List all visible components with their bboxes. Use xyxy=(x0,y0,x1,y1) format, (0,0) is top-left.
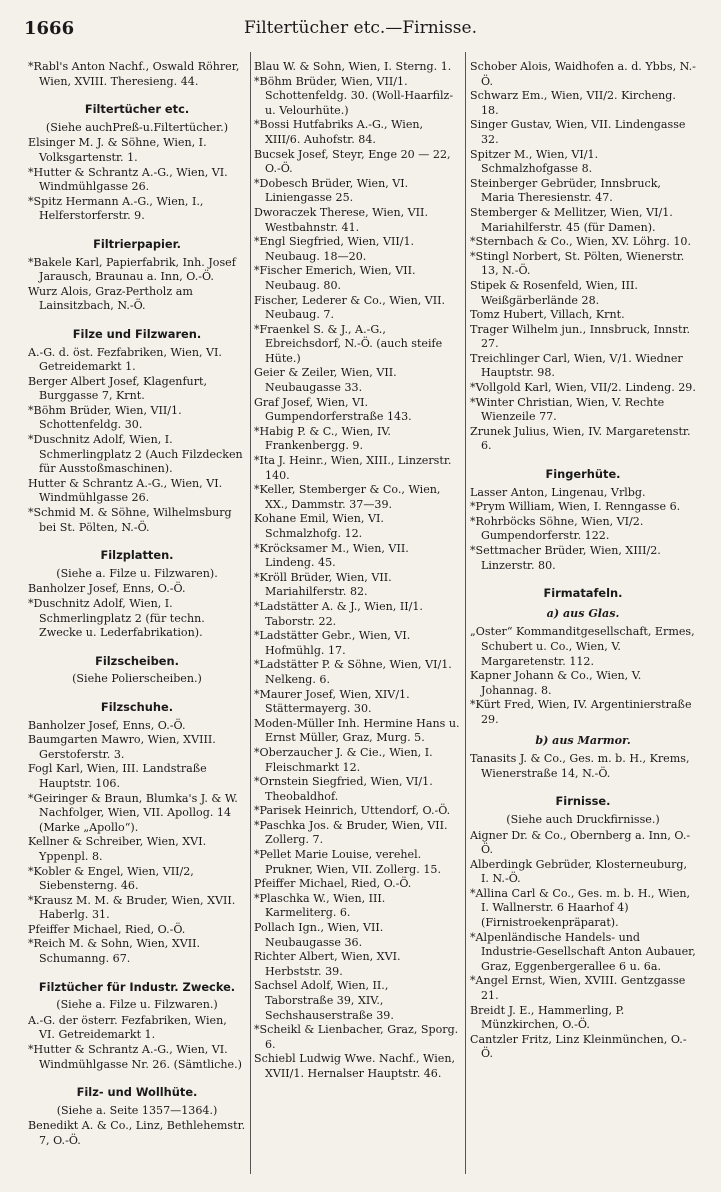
directory-entry: *Ladstätter A. & J., Wien, II/1. Taborstr. 22. xyxy=(254,599,423,628)
column-2 xyxy=(254,60,460,1180)
directory-entry: *Alpenländische Handels- und Industrie-Gesellschaft Anton Aubauer, Graz, Eggenbergerallee 6 u. 6a. xyxy=(470,930,696,973)
directory-entry: *Vollgold Karl, Wien, VII/2. Lindeng. 29. xyxy=(470,381,696,395)
directory-entry: Dworaczek Therese, Wien, VII. Westbahnstr. 41. xyxy=(254,205,428,234)
directory-entry: *Rohrböcks Söhne, Wien, VI/2. Gumpendorferstr. 122. xyxy=(470,514,644,543)
directory-entry: Spitzer M., Wien, VI/1. Schmalzhofgasse 8. xyxy=(470,147,599,176)
directory-entry: *Engl Siegfried, Wien, VII/1. Neubaug. 18—20. xyxy=(254,235,415,263)
directory-entry: Graf Josef, Wien, VI. Gumpendorferstraße 143. xyxy=(254,395,412,424)
directory-entry: Sachsel Adolf, Wien, II., Taborstraße 39, XIV., Sechshauserstraße 39. xyxy=(254,979,394,1022)
section-heading: Filztücher für Industr. Zwecke. xyxy=(38,979,236,994)
directory-entry: Berger Albert Josef, Klagenfurt, Burggasse 7, Krnt. xyxy=(28,374,207,403)
cross-reference-note: (Siehe a. Filze u. Filzwaren). xyxy=(56,566,218,580)
directory-entry: Tanasits J. & Co., Ges. m. b. H., Krems, Wienerstraße 14, N.-Ö. xyxy=(470,752,690,780)
directory-entry: *Ita J. Heinr., Wien, XIII., Linzerstr. 140. xyxy=(254,454,452,482)
directory-entry: *Kröcksamer M., Wien, VII. Lindeng. 45. xyxy=(254,541,409,570)
directory-entry: Treichlinger Carl, Wien, V/1. Wiedner Hauptstr. 98. xyxy=(470,351,683,380)
directory-entry: *Spitz Hermann A.-G., Wien, I., Helferstorferstr. 9. xyxy=(28,194,204,223)
directory-entry: Benedikt A. & Co., Linz, Bethlehemstr. 7, O.-Ö. xyxy=(28,1119,246,1147)
section-heading: Firmatafeln. xyxy=(543,586,623,601)
directory-entry: *Allina Carl & Co., Ges. m. b. H., Wien, I. Wallnerstr. 6 Haarhof 4) (Firnistroekenpräparat). xyxy=(470,886,691,930)
directory-entry: Schober Alois, Waidhofen a. d. Ybbs, N.-Ö. xyxy=(470,60,696,88)
directory-entry: *Kürt Fred, Wien, IV. Argentinierstraße 29. xyxy=(470,698,692,726)
cross-reference-note: (Siehe auchPreß-u.Filtertücher.) xyxy=(45,120,229,134)
directory-entry: *Duschnitz Adolf, Wien, I. Schmerlingplatz 2 (Auch Filzdecken für Ausstoßmaschinen). xyxy=(28,433,243,476)
directory-entry: *Maurer Josef, Wien, XIV/1. Stättermayerg. 30. xyxy=(254,687,410,716)
directory-entry: *Prym William, Wien, I. Renngasse 6. xyxy=(470,500,681,514)
directory-entry: Stemberger & Mellitzer, Wien, VI/1. Mariahilferstr. 45 (für Damen). xyxy=(470,205,673,234)
column-1 xyxy=(28,60,246,1180)
directory-entry: *Schmid M. & Söhne, Wilhelmsburg bei St. Pölten, N.-Ö. xyxy=(28,506,232,534)
directory-entry: *Hutter & Schrantz A.-G., Wien, VI. Windmühlgasse 26. xyxy=(28,165,228,194)
directory-entry: Steinberger Gebrüder, Innsbruck, Maria Theresienstr. 47. xyxy=(470,176,661,205)
section-heading: Filze und Filzwaren. xyxy=(72,326,202,341)
section-heading: Firnisse. xyxy=(555,794,611,809)
directory-entry: *Ladstätter Gebr., Wien, VI. Hofmühlg. 17. xyxy=(254,629,411,657)
directory-entry: Singer Gustav, Wien, VII. Lindengasse 32. xyxy=(470,118,686,146)
directory-entry: Stipek & Rosenfeld, Wien, III. Weißgärberlände 28. xyxy=(470,278,638,307)
directory-entry: *Reich M. & Sohn, Wien, XVII. Schumanng. 67. xyxy=(28,937,201,966)
directory-entry: *Rabl's Anton Nachf., Oswald Röhrer, Wien, XVIII. Theresieng. 44. xyxy=(28,60,240,88)
directory-entry: Trager Wilhelm jun., Innsbruck, Innstr. 27. xyxy=(470,322,691,351)
directory-entry: Richter Albert, Wien, XVI. Herbststr. 39. xyxy=(254,950,401,978)
page-number: 1666 xyxy=(24,18,75,39)
directory-entry: *Plaschka W., Wien, III. Karmeliterg. 6. xyxy=(254,891,386,920)
cross-reference-note: (Siehe a. Filze u. Filzwaren.) xyxy=(56,998,218,1012)
section-heading: Fingerhüte. xyxy=(545,467,621,482)
subsection-heading: a) aus Glas. xyxy=(546,606,620,620)
directory-entry: *Scheikl & Lienbacher, Graz, Sporg. 6. xyxy=(254,1023,459,1051)
directory-entry: *Paschka Jos. & Bruder, Wien, VII. Zollerg. 7. xyxy=(254,818,448,847)
directory-entry: *Dobesch Brüder, Wien, VI. Liniengasse 25. xyxy=(254,176,409,205)
directory-entry: A.-G. d. öst. Fezfabriken, Wien, VI. Getreidemarkt 1. xyxy=(28,345,222,374)
directory-entry: Wurz Alois, Graz-Pertholz am Lainsitzbach, N.-Ö. xyxy=(28,284,193,313)
directory-entry: *Geiringer & Braun, Blumka's J. & W. Nachfolger, Wien, VII. Apollog. 14 (Marke „Apollo“). xyxy=(28,791,238,834)
directory-entry: Breidt J. E., Hammerling, P. Münzkirchen, O.-Ö. xyxy=(470,1003,625,1032)
directory-entry: *Stingl Norbert, St. Pölten, Wienerstr. 13, N.-Ö. xyxy=(470,249,685,278)
directory-entry: Aigner Dr. & Co., Obernberg a. Inn, O.-Ö. xyxy=(470,828,691,857)
directory-entry: Hutter & Schrantz A.-G., Wien, VI. Windmühlgasse 26. xyxy=(28,476,223,505)
directory-entry: Fogl Karl, Wien, III. Landstraße Hauptstr. 106. xyxy=(28,762,207,790)
directory-entry: *Fraenkel S. & J., A.-G., Ebreichsdorf, N.-Ö. (auch steife Hüte.) xyxy=(254,322,443,365)
directory-entry: *Bakele Karl, Papierfabrik, Inh. Josef Jarausch, Braunau a. Inn, O.-Ö. xyxy=(28,255,236,284)
directory-entry: *Fischer Emerich, Wien, VII. Neubaug. 80. xyxy=(254,264,416,292)
directory-entry: *Böhm Brüder, Wien, VII/1. Schottenfeldg. 30. xyxy=(28,403,182,432)
section-heading: Filtertücher etc. xyxy=(84,102,190,117)
section-heading: Filz- und Wollhüte. xyxy=(76,1085,198,1100)
directory-entry: Schiebl Ludwig Wwe. Nachf., Wien, XVII/1. Hernalser Hauptstr. 46. xyxy=(254,1052,456,1080)
directory-entry: *Settmacher Brüder, Wien, XIII/2. Linzerstr. 80. xyxy=(470,544,661,572)
directory-entry: Baumgarten Mawro, Wien, XVIII. Gerstoferstr. 3. xyxy=(28,733,216,761)
column-3 xyxy=(470,60,696,1180)
directory-entry: „Oster“ Kommanditgesellschaft, Ermes, Schubert u. Co., Wien, V. Margaretenstr. 112. xyxy=(470,625,695,668)
cross-reference-note: (Siehe a. Seite 1357—1364.) xyxy=(56,1103,218,1117)
directory-entry: *Oberzaucher J. & Cie., Wien, I. Fleischmarkt 12. xyxy=(254,745,433,774)
directory-entry: Blau W. & Sohn, Wien, I. Sterng. 1. xyxy=(254,60,452,73)
directory-entry: *Keller, Stemberger & Co., Wien, XX., Dammstr. 37—39. xyxy=(254,483,441,511)
directory-entry: *Habig P. & C., Wien, IV. Frankenbergg. 9. xyxy=(254,424,391,453)
subsection-heading: b) aus Marmor. xyxy=(535,733,631,747)
directory-entry: *Winter Christian, Wien, V. Rechte Wienzeile 77. xyxy=(470,395,665,424)
directory-entry: Lasser Anton, Lingenau, Vrlbg. xyxy=(470,485,646,499)
directory-entry: Kellner & Schreiber, Wien, XVI. Yppenpl. 8. xyxy=(28,835,207,863)
directory-entry: Bucsek Josef, Steyr, Enge 20 — 22, O.-Ö. xyxy=(254,147,451,176)
directory-entry: Tomz Hubert, Villach, Krnt. xyxy=(470,308,625,322)
directory-entry: *Angel Ernst, Wien, XVIII. Gentzgasse 21. xyxy=(470,974,686,1003)
column-divider xyxy=(250,52,251,1174)
directory-entry: *Kobler & Engel, Wien, VII/2, Siebensterng. 46. xyxy=(28,864,194,893)
directory-entry: Pfeiffer Michael, Ried, O.-Ö. xyxy=(28,922,186,936)
directory-entry: *Kröll Brüder, Wien, VII. Mariahilferstr. 82. xyxy=(254,570,392,599)
column-divider xyxy=(465,52,466,1174)
directory-entry: Banholzer Josef, Enns, O.-Ö. xyxy=(28,718,186,732)
directory-entry: *Krausz M. M. & Bruder, Wien, XVII. Haberlg. 31. xyxy=(28,893,236,922)
directory-entry: Kapner Johann & Co., Wien, V. Johannag. 8. xyxy=(470,669,642,697)
directory-entry: *Böhm Brüder, Wien, VII/1. Schottenfeldg. 30. (Woll-Haarfilz- u. Velourhüte.) xyxy=(254,74,454,117)
cross-reference-note: (Siehe Polierscheiben.) xyxy=(72,672,202,686)
directory-entry: Moden-Müller Inh. Hermine Hans u. Ernst Müller, Graz, Murg. 5. xyxy=(254,716,460,745)
directory-entry: *Bossi Hutfabriks A.-G., Wien, XIII/6. Auhofstr. 84. xyxy=(254,118,424,146)
page-header xyxy=(0,18,721,40)
page-title: Filtertücher etc.—Firnisse. xyxy=(243,18,477,38)
directory-entry: Geier & Zeiler, Wien, VII. Neubaugasse 33. xyxy=(254,366,397,395)
directory-entry: *Sternbach & Co., Wien, XV. Löhrg. 10. xyxy=(470,235,692,249)
directory-entry: *Hutter & Schrantz A.-G., Wien, VI. Windmühlgasse Nr. 26. (Sämtliche.) xyxy=(28,1043,242,1071)
directory-entry: Banholzer Josef, Enns, O.-Ö. xyxy=(28,582,186,596)
section-heading: Filtrierpapier. xyxy=(93,236,181,251)
directory-entry: Fischer, Lederer & Co., Wien, VII. Neubaug. 7. xyxy=(254,293,446,322)
section-heading: Filzschuhe. xyxy=(100,699,174,714)
directory-entry: Zrunek Julius, Wien, IV. Margaretenstr. 6. xyxy=(470,424,691,453)
directory-entry: A.-G. der österr. Fezfabriken, Wien, VI. Getreidemarkt 1. xyxy=(28,1013,227,1042)
section-heading: Filzplatten. xyxy=(100,548,174,563)
cross-reference-note: (Siehe auch Druckfirnisse.) xyxy=(506,812,660,826)
directory-entry: *Duschnitz Adolf, Wien, I. Schmerlingplatz 2 (für techn. Zwecke u. Lederfabrikation). xyxy=(28,597,205,640)
section-heading: Filzscheiben. xyxy=(95,653,179,668)
directory-entry: Pollach Ign., Wien, VII. Neubaugasse 36. xyxy=(254,921,384,949)
directory-entry: *Pellet Marie Louise, verehel. Prukner, Wien, VII. Zollerg. 15. xyxy=(254,848,441,876)
directory-entry: Cantzler Fritz, Linz Kleinmünchen, O.-Ö. xyxy=(470,1032,687,1061)
directory-entry: *Ornstein Siegfried, Wien, VI/1. Theobaldhof. xyxy=(254,775,433,803)
directory-entry: Alberdingk Gebrüder, Klosterneuburg, I. N.-Ö. xyxy=(470,857,688,886)
directory-entry: Pfeiffer Michael, Ried, O.-Ö. xyxy=(254,877,412,891)
directory-entry: *Ladstätter P. & Söhne, Wien, VI/1. Nelkeng. 6. xyxy=(254,658,452,686)
directory-entry: Schwarz Em., Wien, VII/2. Kircheng. 18. xyxy=(470,89,676,117)
directory-entry: Elsinger M. J. & Söhne, Wien, I. Volksgartenstr. 1. xyxy=(28,136,207,164)
directory-entry: Kohane Emil, Wien, VI. Schmalzhofg. 12. xyxy=(254,512,384,540)
directory-entry: *Parisek Heinrich, Uttendorf, O.-Ö. xyxy=(254,804,451,818)
